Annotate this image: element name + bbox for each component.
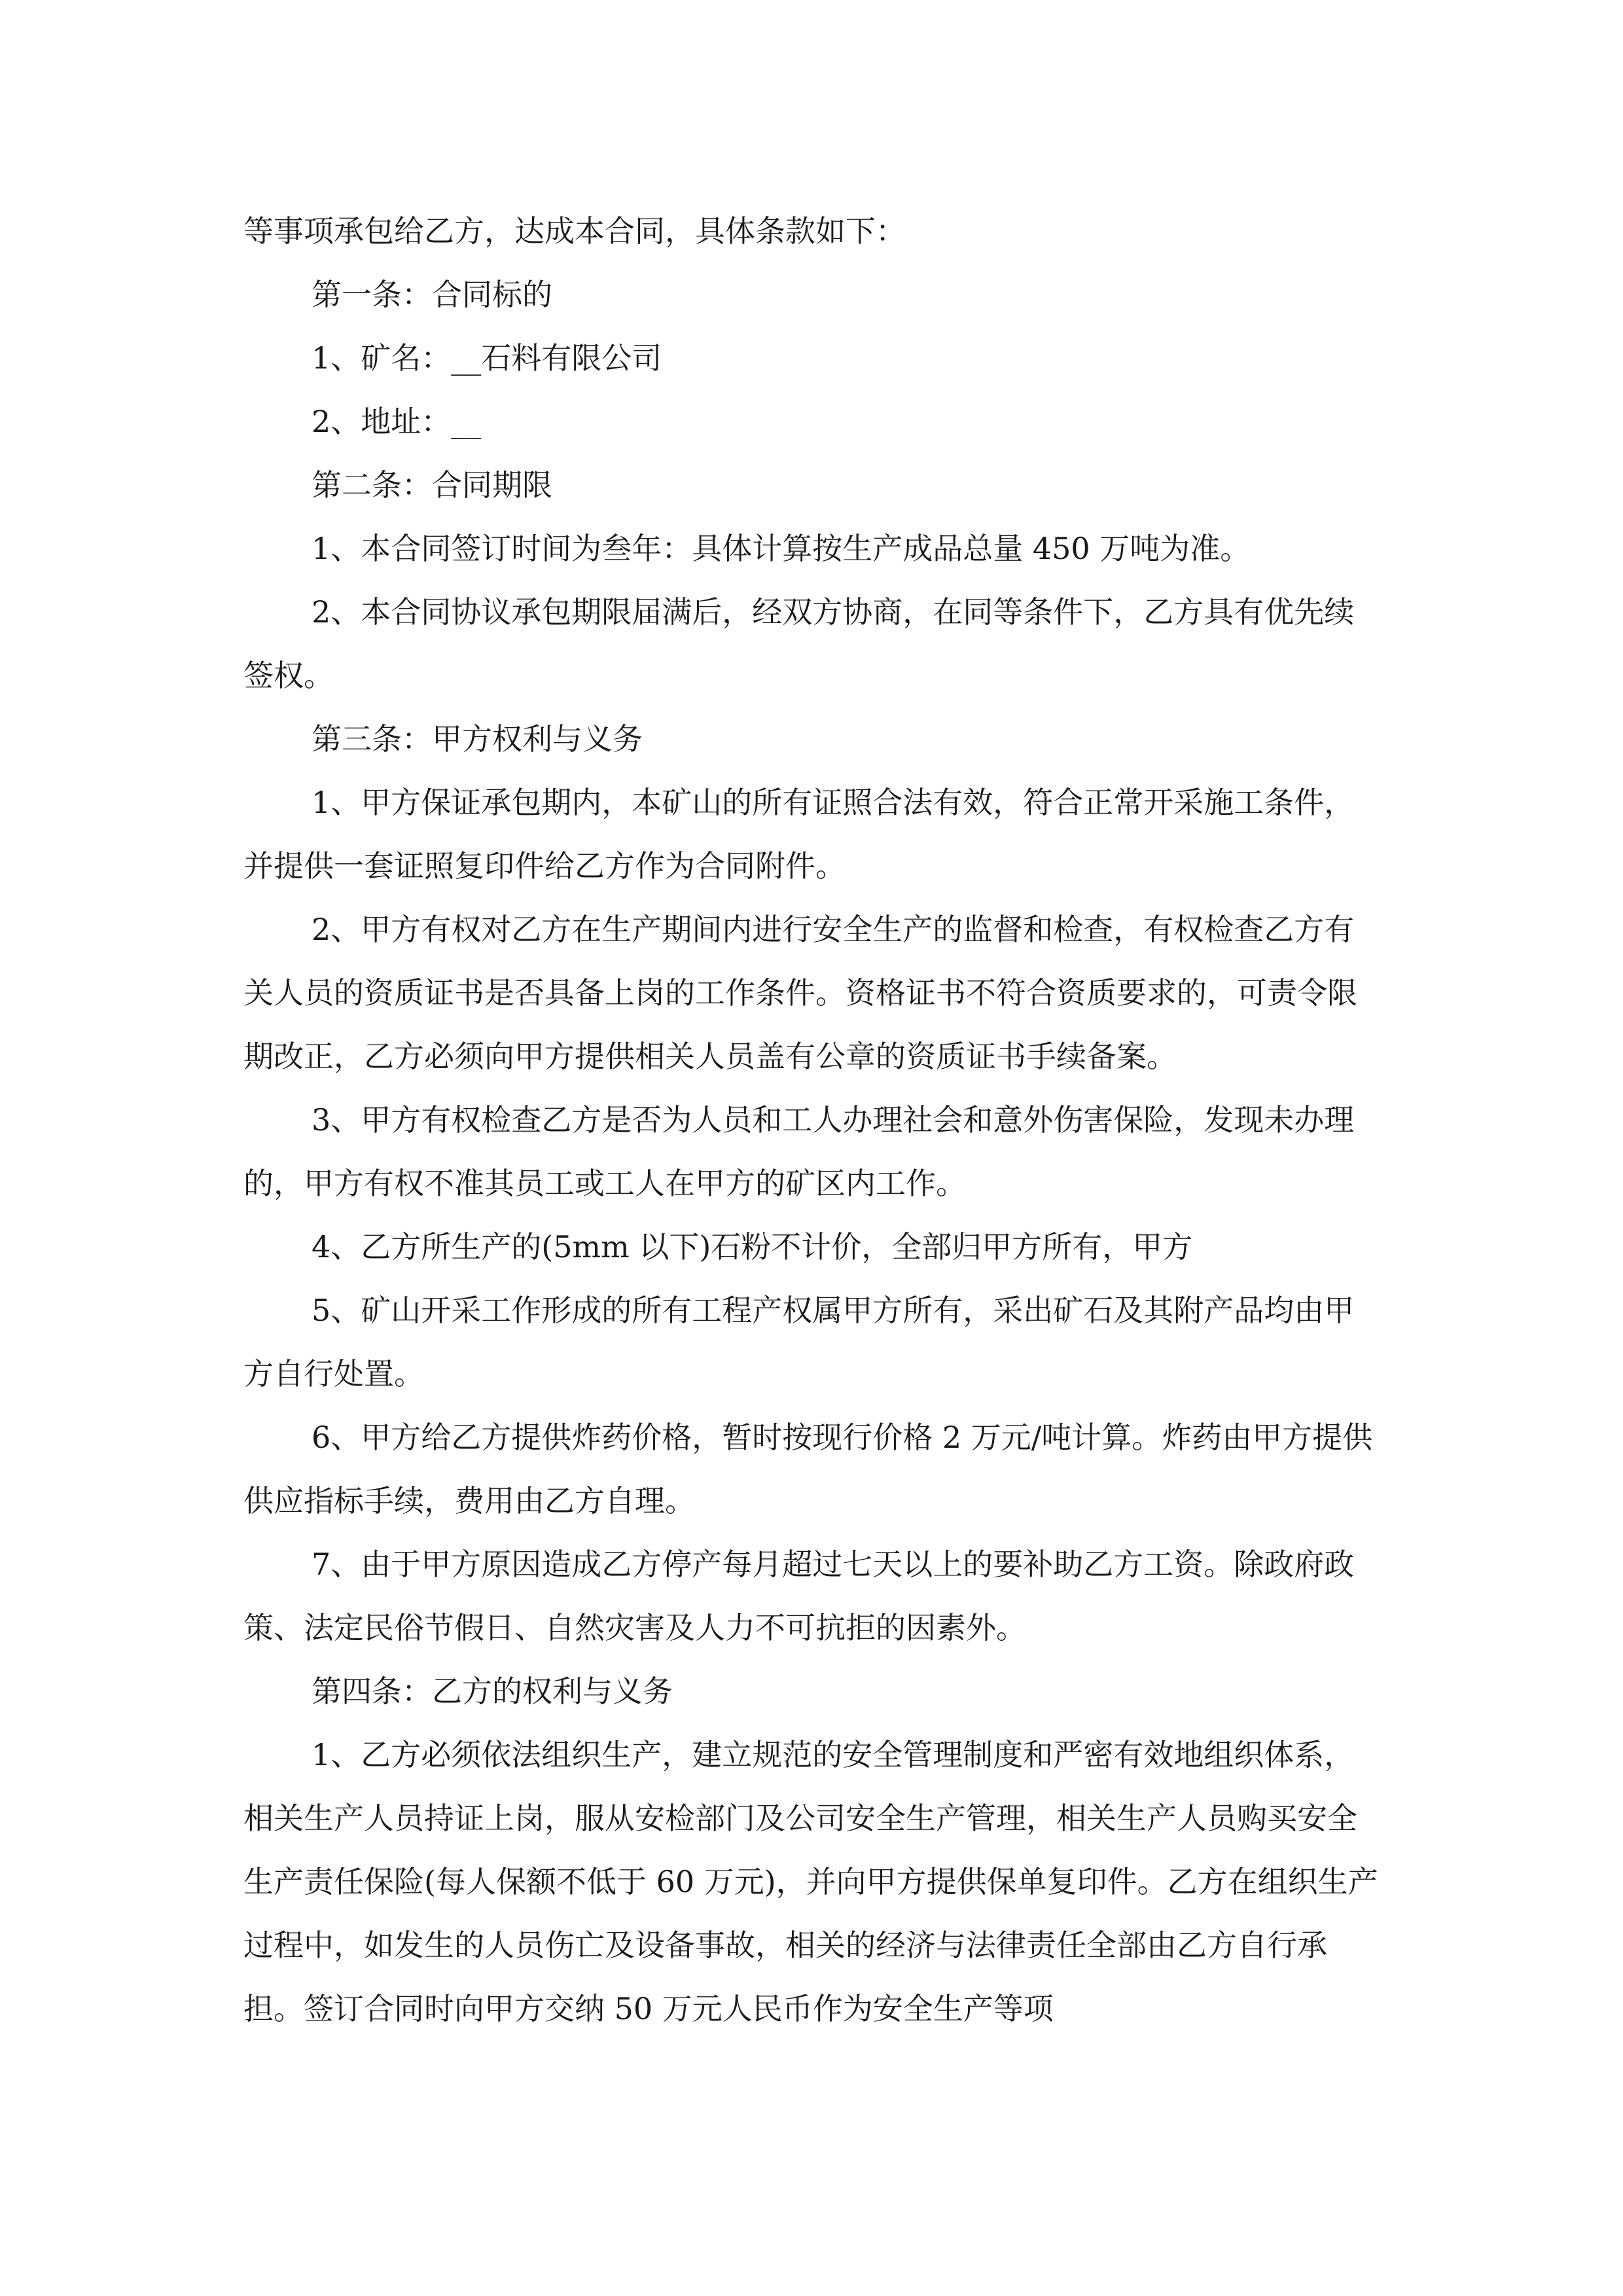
paragraph-party-a-item-2: 2、甲方有权对乙方在生产期间内进行安全生产的监督和检查，有权检查乙方有关人员的资质证书是否具备上岗的工作条件。资格证书不符合资质要求的，可责令限期改正，乙方必须向甲方提供相关人员盖有公章的资质证书手续备案。 [243,912,1357,1074]
paragraph-party-a-item-3: 3、甲方有权检查乙方是否为人员和工人办理社会和意外伤害保险，发现未办理的，甲方有权不准其员工或工人在甲方的矿区内工作。 [243,1102,1355,1201]
paragraph-party-a-item-6: 6、甲方给乙方提供炸药价格，暂时按现行价格 2 万元/吨计算。炸药由甲方提供供应指标手续，费用由乙方自理。 [243,1420,1373,1518]
document-body [243,200,1382,2041]
heading-article-1: 第一条：合同标的 [312,277,552,312]
paragraph-intro-continuation: 等事项承包给乙方，达成本合同，具体条款如下： [243,213,906,249]
paragraph-term-duration: 1、本合同签订时间为叁年：具体计算按生产成品总量 450 万吨为准。 [312,531,1251,566]
paragraph-party-a-item-1: 1、甲方保证承包期内，本矿山的所有证照合法有效，符合正常开采施工条件，并提供一套证照复印件给乙方作为合同附件。 [243,785,1355,884]
paragraph-party-b-item-1: 1、乙方必须依法组织生产，建立规范的安全管理制度和严密有效地组织体系，相关生产人员持证上岗，服从安检部门及公司安全生产管理，相关生产人员购买安全生产责任保险(每人保额不低于 60 万元)，并向甲方提供保单复印件。乙方在组织生产过程中，如发生的人员伤亡及设备事故，相关的经济与法律责任全部由乙方自行承担。签订合同时向甲方交纳 50 万元人民币作为安全生产等项 [243,1737,1378,2026]
paragraph-party-a-item-5: 5、矿山开采工作形成的所有工程产权属甲方所有，采出矿石及其附产品均由甲方自行处置。 [243,1293,1355,1391]
paragraph-mine-name: 1、矿名：__石料有限公司 [312,340,662,376]
paragraph-renewal-right: 2、本合同协议承包期限届满后，经双方协商，在同等条件下，乙方具有优先续签权。 [243,594,1355,693]
heading-article-3: 第三条：甲方权利与义务 [312,721,643,757]
paragraph-party-a-item-4: 4、乙方所生产的(5mm 以下)石粉不计价，全部归甲方所有，甲方 [312,1229,1193,1265]
heading-article-4: 第四条：乙方的权利与义务 [312,1674,673,1709]
heading-article-2: 第二条：合同期限 [312,467,552,503]
paragraph-party-a-item-7: 7、由于甲方原因造成乙方停产每月超过七天以上的要补助乙方工资。除政府政策、法定民俗节假日、自然灾害及人力不可抗拒的因素外。 [243,1547,1355,1645]
paragraph-address: 2、地址：__ [312,404,482,439]
